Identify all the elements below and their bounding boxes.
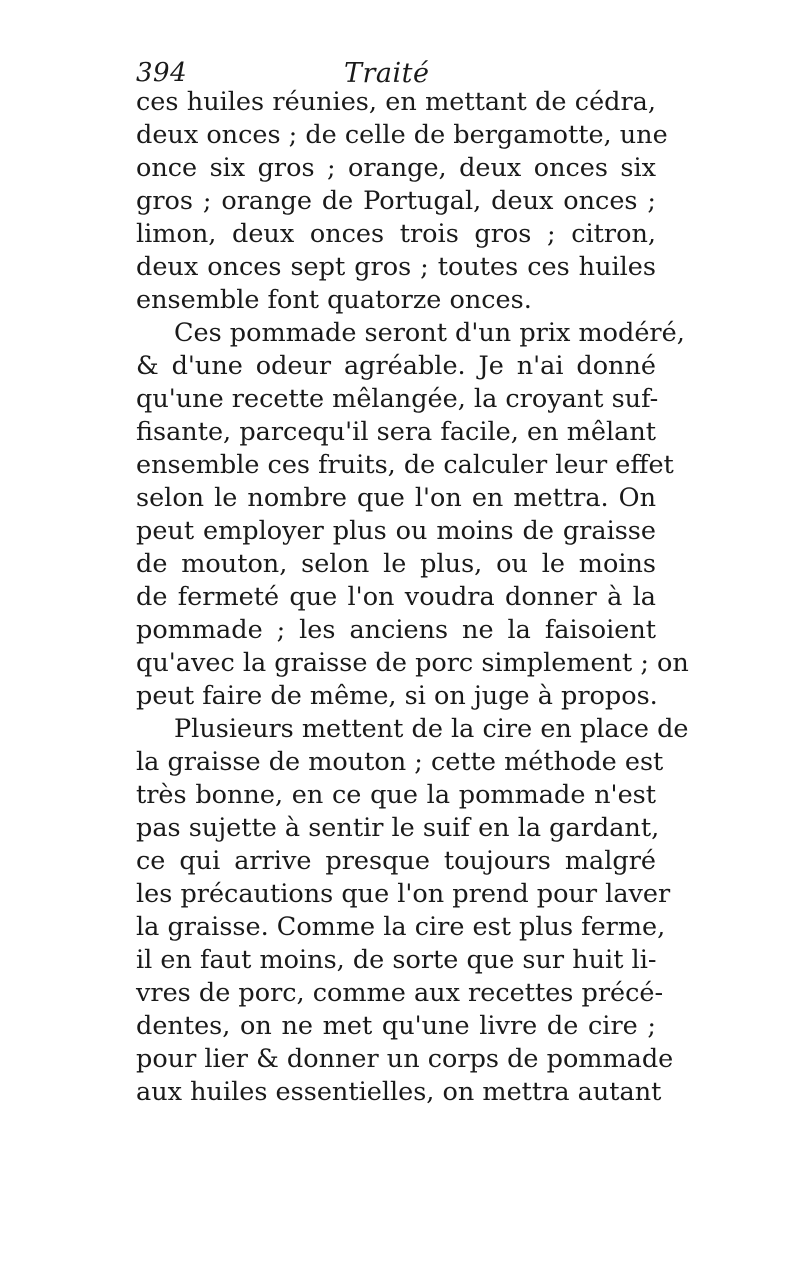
page-number: 394: [136, 58, 188, 88]
text-line: & d'une odeur agréable. Je n'ai donné: [136, 351, 656, 381]
text-line: qu'une recette mêlangée, la croyant suf-: [136, 384, 659, 414]
text-line: vres de porc, comme aux recettes précé-: [136, 978, 664, 1008]
text-line: pas sujette à sentir le suif en la gardant,: [136, 813, 660, 843]
text-line: la graisse. Comme la cire est plus ferme,: [136, 912, 666, 942]
text-line: deux onces ; de celle de bergamotte, une: [136, 120, 668, 150]
paragraph-first-line: Ces pommade seront d'un prix modéré,: [174, 318, 685, 348]
text-line: fisante, parcequ'il sera facile, en mêlant: [136, 417, 656, 447]
text-line: selon le nombre que l'on en mettra. On: [136, 483, 656, 513]
text-line: ensemble ces fruits, de calculer leur effet: [136, 450, 674, 480]
text-line: gros ; orange de Portugal, deux onces ;: [136, 186, 656, 216]
text-line: limon, deux onces trois gros ; citron,: [136, 219, 656, 249]
body-text: [136, 86, 689, 1109]
text-line: pour lier & donner un corps de pommade: [136, 1044, 674, 1074]
text-line: once six gros ; orange, deux onces six: [136, 153, 656, 183]
text-line: très bonne, en ce que la pommade n'est: [136, 780, 656, 810]
text-line: pommade ; les anciens ne la faisoient: [136, 615, 656, 645]
text-line: aux huiles essentielles, on mettra autant: [136, 1077, 662, 1107]
text-line: peut employer plus ou moins de graisse: [136, 516, 656, 546]
text-line: ce qui arrive presque toujours malgré: [136, 846, 656, 876]
text-line: deux onces sept gros ; toutes ces huiles: [136, 252, 656, 282]
paragraph-first-line: Plusieurs mettent de la cire en place de: [174, 714, 689, 744]
text-line: la graisse de mouton ; cette méthode est: [136, 747, 664, 777]
text-line: ces huiles réunies, en mettant de cédra,: [136, 87, 656, 117]
running-title: Traité: [344, 58, 430, 89]
text-line: ensemble font quatorze onces.: [136, 285, 532, 315]
text-line: dentes, on ne met qu'une livre de cire ;: [136, 1011, 656, 1041]
text-line: de fermeté que l'on voudra donner à la: [136, 582, 656, 612]
text-line: de mouton, selon le plus, ou le moins: [136, 549, 656, 579]
text-line: qu'avec la graisse de porc simplement ; on: [136, 648, 689, 678]
text-line: les précautions que l'on prend pour laver: [136, 879, 671, 909]
text-line: il en faut moins, de sorte que sur huit li-: [136, 945, 657, 975]
text-line: peut faire de même, si on juge à propos.: [136, 681, 658, 711]
